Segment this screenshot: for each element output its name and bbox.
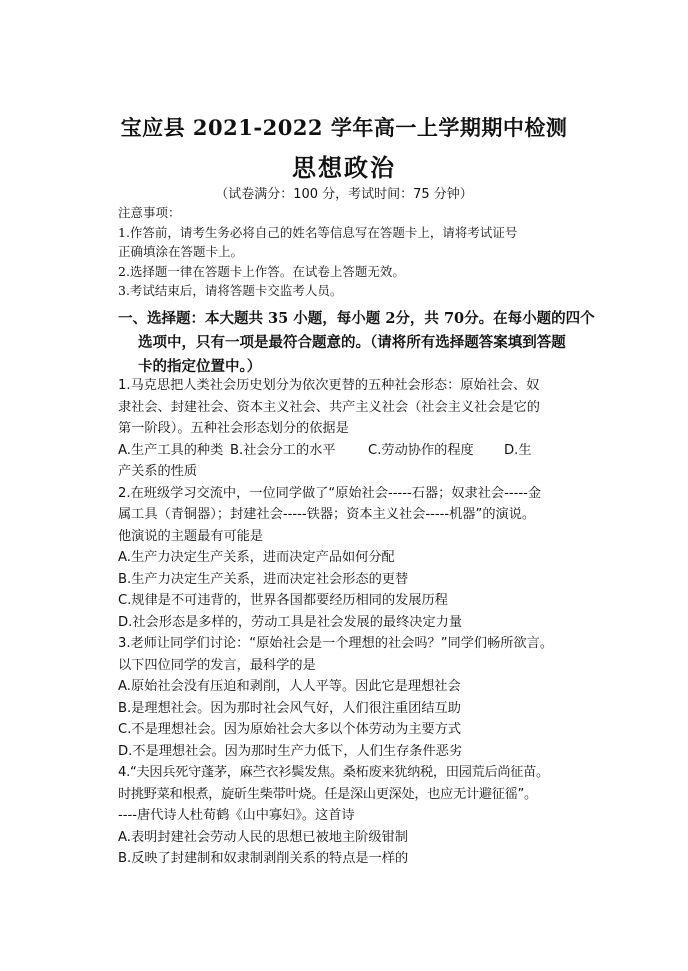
option-b: B.反映了封建制和奴隶制剥削关系的特点是一样的	[118, 851, 409, 866]
notes-item: 2.选择题一律在答题卡上作答。在试卷上答题无效。	[118, 263, 405, 279]
section-line: 卡的指定位置中。）	[138, 358, 262, 375]
question-stem-line: 1.马克思把人类社会历史划分为依次更替的五种社会形态：原始社会、奴	[118, 378, 540, 393]
question-stem-line: 3.老师让同学们讨论：“原始社会是一个理想的社会吗？”同学们畅所欲言。	[118, 636, 554, 651]
option-a: A.生产工具的种类	[118, 442, 224, 458]
option-a: A.表明封建社会劳动人民的思想已被地主阶级钳制	[118, 829, 408, 845]
question-stem-line: 他演说的主题最有可能是	[118, 528, 264, 544]
exam-meta: （试卷满分：100 分，考试时间：75 分钟）	[215, 187, 473, 202]
question-stem-line: 第一阶段）。五种社会形态划分的依据是	[118, 421, 349, 436]
question-stem-line: 属工具（青铜器）；封建社会-----铁器；资本主义社会-----机器”的演说。	[118, 507, 536, 522]
notes-heading: 注意事项：	[118, 205, 181, 220]
section-line: 一、选择题：本大题共 35 小题，每小题 2分，共 70分。在每小题的四个	[118, 310, 595, 327]
notes-item: 1.作答前，请考生务必将自己的姓名等信息写在答题卡上，请将考试证号	[118, 224, 518, 240]
notes-block	[118, 203, 578, 301]
question-stem-line: 时挑野菜和根煮，旋斫生柴带叶烧。任是深山更深处，也应无计避征徭”。	[118, 786, 537, 802]
questions-body	[118, 375, 578, 870]
option-c: C.规律是不可违背的，世界各国都要经历相同的发展历程	[118, 593, 448, 608]
option-b: B.生产力决定生产关系，进而决定社会形态的更替	[118, 571, 409, 587]
option-d: D.社会形态是多样的，劳动工具是社会发展的最终决定力量	[118, 614, 463, 630]
question-stem-line: ----唐代诗人杜荀鹤《山中寡妇》。这首诗	[118, 808, 355, 823]
question-stem-line: 以下四位同学的发言，最科学的是	[118, 657, 316, 673]
question-options-row	[118, 440, 578, 462]
option-d: D.生	[504, 442, 532, 458]
option-d: D.不是理想社会。因为那时生产力低下，人们生存条件恶劣	[118, 743, 463, 759]
section-heading	[118, 307, 595, 379]
option-b: B.社会分工的水平	[230, 442, 336, 458]
question-stem-line: 隶社会、封建社会、资本主义社会、共产主义社会（社会主义社会是它的	[118, 399, 540, 415]
option-c: C.不是理想社会。因为原始社会大多以个体劳动为主要方式	[118, 722, 462, 737]
question-stem-line: 2.在班级学习交流中，一位同学做了“原始社会-----石器；奴隶社会-----金	[118, 485, 542, 501]
option-b: B.是理想社会。因为那时社会风气好，人们很注重团结互助	[118, 700, 461, 716]
notes-item: 正确填涂在答题卡上。	[118, 244, 244, 259]
notes-item: 3.考试结束后，请将答题卡交监考人员。	[118, 283, 343, 298]
option-c: C.劳动协作的程度	[368, 442, 474, 458]
exam-title: 宝应县 2021-2022 学年高一上学期期中检测	[120, 115, 568, 140]
option-a: A.原始社会没有压迫和剥削，人人平等。因此它是理想社会	[118, 679, 461, 694]
section-line: 选项中，只有一项是最符合题意的。（请将所有选择题答案填到答题	[138, 334, 566, 351]
option-a: A.生产力决定生产关系，进而决定产品如何分配	[118, 550, 395, 565]
subject-title: 思想政治	[292, 153, 396, 182]
question-stem-line: 4.“夫因兵死守蓬茅，麻苎衣衫鬓发焦。桑柘废来犹纳税，田园荒后尚征苗。	[118, 765, 549, 780]
option-d-continued: 产关系的性质	[118, 464, 198, 479]
